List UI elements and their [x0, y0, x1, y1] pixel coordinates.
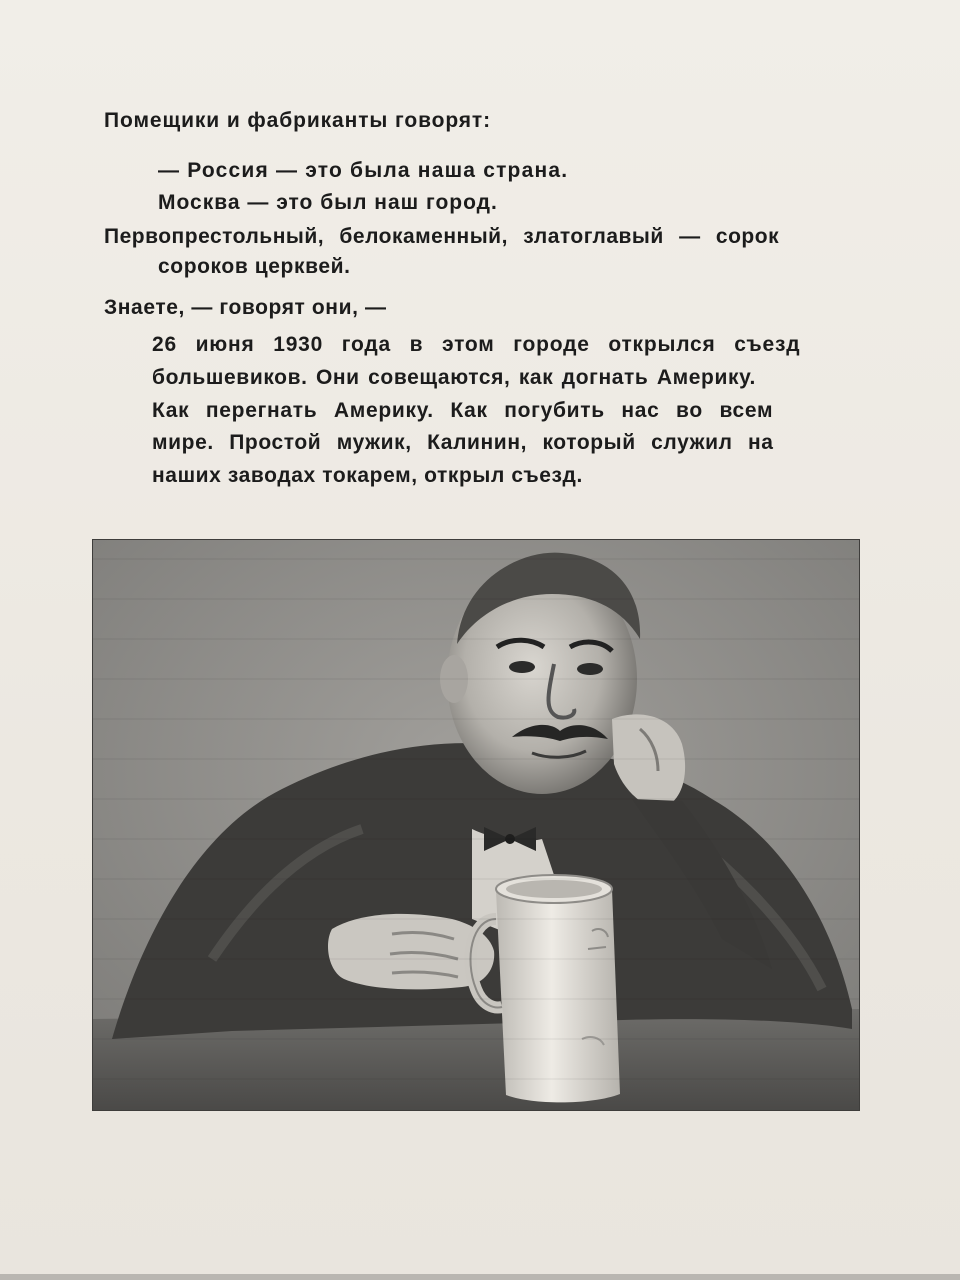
text-line: Первопрестольный, белокаменный, златоглавый — сорок [104, 225, 780, 248]
text-line: сороков церквей. [158, 255, 351, 278]
text-line: Знаете, — говорят они, — [104, 296, 387, 319]
text-line: Помещики и фабриканты говорят: [104, 109, 492, 132]
text-line: мире. Простой мужик, Калинин, который служил на [152, 431, 774, 454]
text-line: Как перегнать Америку. Как погубить нас во всем [152, 399, 774, 422]
text-line: — Россия — это была наша страна. [158, 159, 569, 182]
text-line: большевиков. Они совещаются, как догнать Америку. [152, 366, 756, 389]
text-line: 26 июня 1930 года в этом городе открылся съезд [152, 333, 801, 356]
text-line: наших заводах токарем, открыл съезд. [152, 464, 583, 487]
page-bottom-edge [0, 1274, 960, 1280]
portrait-drawing [92, 539, 860, 1111]
text-line: Москва — это был наш город. [158, 191, 498, 214]
portrait-illustration [92, 539, 860, 1111]
